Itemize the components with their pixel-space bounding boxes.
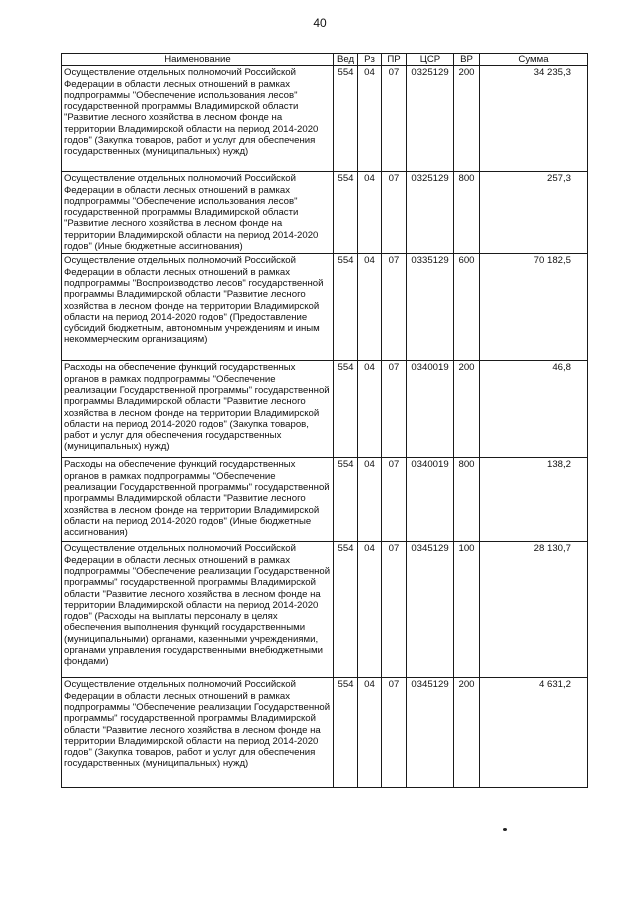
row-sum: 34 235,3	[480, 66, 588, 172]
row-pr: 07	[382, 66, 407, 172]
row-sum: 28 130,7	[480, 542, 588, 678]
header-row	[62, 54, 588, 66]
header-name: Наименование	[62, 54, 334, 66]
row-name: Осуществление отдельных полномочий Российской Федерации в области лесных отношений в рамках подпрограммы "Обеспечение реализации Государственной программы" государственной программы Владимирской области "Развитие лесного хозяйства в лесном фонде на территории Владимирской области на период 2014-2020 годов" (Расходы на выплаты персоналу в целях обеспечения выполнения функций государственными (муниципальными) органами, казенными учреждениями, органами управления государственными внебюджетными фондами)	[62, 542, 334, 678]
row-pr: 07	[382, 458, 407, 542]
row-csr: 0340019	[407, 458, 454, 542]
header-sum: Сумма	[480, 54, 588, 66]
table-row	[62, 678, 588, 788]
row-rz: 04	[358, 678, 382, 788]
row-name: Расходы на обеспечение функций государственных органов в рамках подпрограммы "Обеспечение реализации Государственной программы" государственной программы Владимирской области "Развитие лесного хозяйства в лесном фонде на территории Владимирской области на период 2014-2020 годов" (Закупка товаров, работ и услуг для обеспечения государственных (муниципальных) нужд)	[62, 361, 334, 458]
table-row	[62, 254, 588, 361]
row-name: Осуществление отдельных полномочий Российской Федерации в области лесных отношений в рамках подпрограммы "Обеспечение использования лесов" государственной программы Владимирской области "Развитие лесного хозяйства в лесном фонде на территории Владимирской области на период 2014-2020 годов" (Иные бюджетные ассигнования)	[62, 172, 334, 254]
row-vr: 800	[454, 172, 480, 254]
row-rz: 04	[358, 361, 382, 458]
header-csr: ЦСР	[407, 54, 454, 66]
page-number: 40	[313, 16, 327, 30]
table-row	[62, 172, 588, 254]
row-sum: 257,3	[480, 172, 588, 254]
row-ved: 554	[334, 254, 358, 361]
row-name: Осуществление отдельных полномочий Российской Федерации в области лесных отношений в рамках подпрограммы "Воспроизводство лесов" государственной программы Владимирской области "Развитие лесного хозяйства в лесном фонде на территории Владимирской области на период 2014-2020 годов" (Предоставление субсидий бюджетным, автономным учреждениям и иным некоммерческим организациям)	[62, 254, 334, 361]
row-csr: 0345129	[407, 542, 454, 678]
table-row	[62, 66, 588, 172]
header-ved: Вед	[334, 54, 358, 66]
budget-table	[61, 53, 588, 788]
table-row	[62, 458, 588, 542]
row-name: Расходы на обеспечение функций государственных органов в рамках подпрограммы "Обеспечение реализации Государственной программы" государственной программы Владимирской области "Развитие лесного хозяйства в лесном фонде на территории Владимирской области на период 2014-2020 годов" (Иные бюджетные ассигнования)	[62, 458, 334, 542]
row-pr: 07	[382, 172, 407, 254]
scan-speck	[503, 828, 507, 831]
row-ved: 554	[334, 542, 358, 678]
row-rz: 04	[358, 542, 382, 678]
row-vr: 100	[454, 542, 480, 678]
row-sum: 4 631,2	[480, 678, 588, 788]
row-ved: 554	[334, 678, 358, 788]
row-ved: 554	[334, 172, 358, 254]
row-vr: 800	[454, 458, 480, 542]
row-vr: 200	[454, 361, 480, 458]
row-rz: 04	[358, 254, 382, 361]
row-csr: 0335129	[407, 254, 454, 361]
row-sum: 70 182,5	[480, 254, 588, 361]
header-pr: ПР	[382, 54, 407, 66]
row-csr: 0325129	[407, 66, 454, 172]
row-vr: 200	[454, 66, 480, 172]
header-vr: ВР	[454, 54, 480, 66]
header-rz: Рз	[358, 54, 382, 66]
row-name: Осуществление отдельных полномочий Российской Федерации в области лесных отношений в рамках подпрограммы "Обеспечение реализации Государственной программы" государственной программы Владимирской области "Развитие лесного хозяйства в лесном фонде на территории Владимирской области на период 2014-2020 годов" (Закупка товаров, работ и услуг для обеспечения государственных (муниципальных) нужд)	[62, 678, 334, 788]
row-pr: 07	[382, 361, 407, 458]
row-sum: 138,2	[480, 458, 588, 542]
table-row	[62, 361, 588, 458]
row-rz: 04	[358, 66, 382, 172]
row-csr: 0325129	[407, 172, 454, 254]
row-vr: 600	[454, 254, 480, 361]
row-rz: 04	[358, 458, 382, 542]
row-ved: 554	[334, 66, 358, 172]
row-csr: 0340019	[407, 361, 454, 458]
row-pr: 07	[382, 678, 407, 788]
row-pr: 07	[382, 254, 407, 361]
row-csr: 0345129	[407, 678, 454, 788]
table-row	[62, 542, 588, 678]
row-name: Осуществление отдельных полномочий Российской Федерации в области лесных отношений в рамках подпрограммы "Обеспечение использования лесов" государственной программы Владимирской области "Развитие лесного хозяйства в лесном фонде на территории Владимирской области на период 2014-2020 годов" (Закупка товаров, работ и услуг для обеспечения государственных (муниципальных) нужд)	[62, 66, 334, 172]
row-pr: 07	[382, 542, 407, 678]
row-rz: 04	[358, 172, 382, 254]
row-vr: 200	[454, 678, 480, 788]
row-ved: 554	[334, 361, 358, 458]
row-ved: 554	[334, 458, 358, 542]
row-sum: 46,8	[480, 361, 588, 458]
